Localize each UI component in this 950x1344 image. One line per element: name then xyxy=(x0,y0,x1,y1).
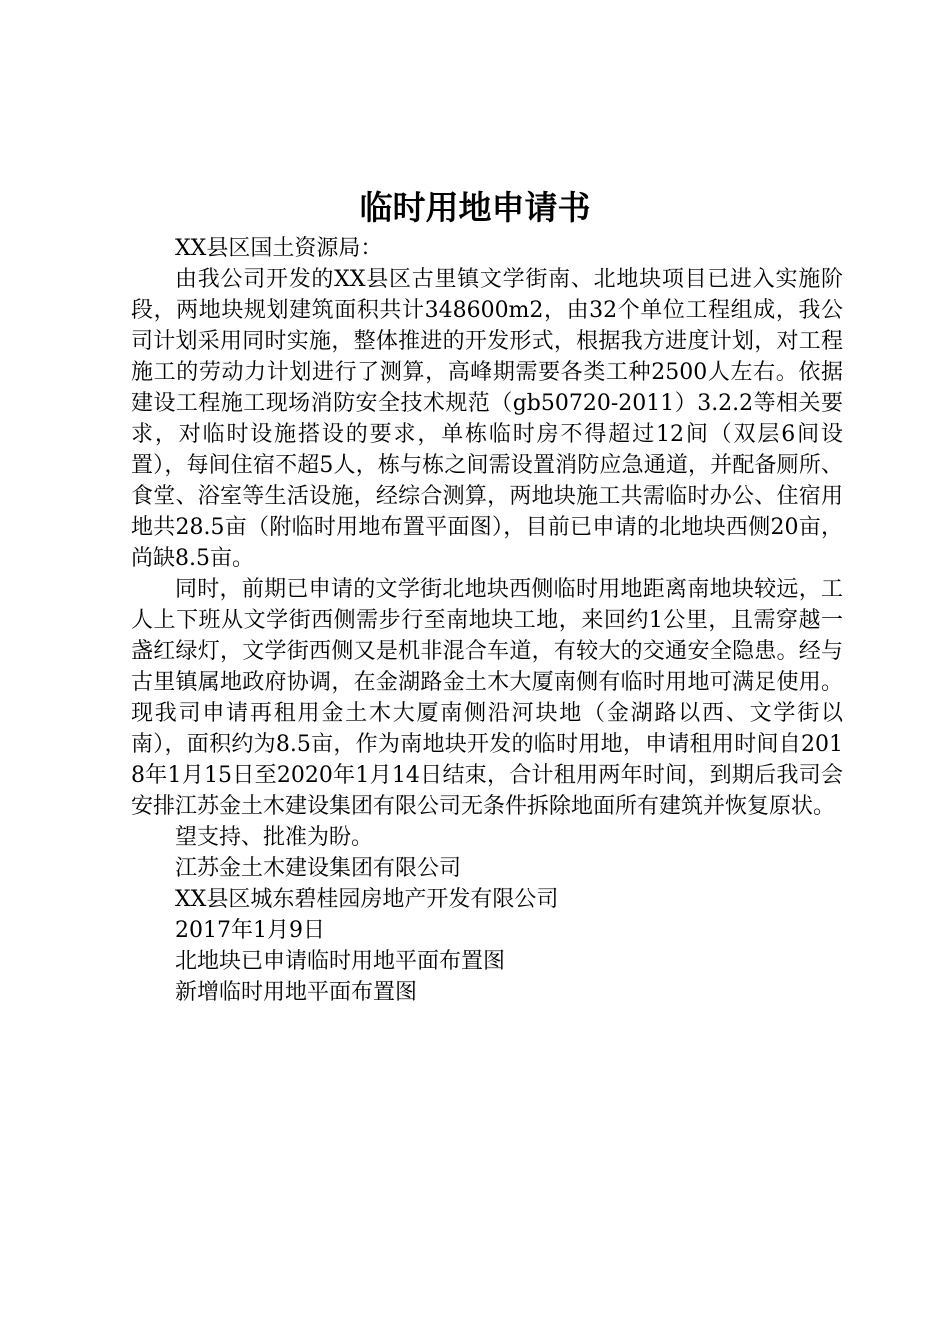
attachment-new-plot-plan: 新增临时用地平面布置图 xyxy=(175,980,418,1005)
salutation: XX县区国土资源局： xyxy=(175,236,383,261)
document-body xyxy=(131,233,843,1008)
document-title: 临时用地申请书 xyxy=(359,188,591,227)
signatory-company-2: XX县区城东碧桂园房地产开发有限公司 xyxy=(175,887,559,912)
attachment-north-plot-plan: 北地块已申请临时用地平面布置图 xyxy=(175,949,506,974)
document-date: 2017年1月9日 xyxy=(175,918,325,943)
closing-line: 望支持、批准为盼。 xyxy=(175,825,374,850)
signatory-company-1: 江苏金土木建设集团有限公司 xyxy=(175,856,462,881)
paragraph-1: 由我公司开发的XX县区古里镇文学街南、北地块项目已进入实施阶段，两地块规划建筑面积共计348600m2，由32个单位工程组成，我公司计划采用同时实施，整体推进的开发形式，根据我方进度计划，对工程施工的劳动力计划进行了测算，高峰期需要各类工种2500人左右。依据建设工程施工现场消防安全技术规范（gb50720-2011）3.2.2等相关要求，对临时设施搭设的要求，单栋临时房不得超过12间（双层6间设置），每间住宿不超5人，栋与栋之间需设置消防应急通道，并配备厕所、食堂、浴室等生活设施，经综合测算，两地块施工共需临时办公、住宿用地共28.5亩（附临时用地布置平面图），目前已申请的北地块西侧20亩，尚缺8.5亩。 xyxy=(131,267,843,571)
paragraph-2: 同时，前期已申请的文学街北地块西侧临时用地距离南地块较远，工人上下班从文学街西侧需步行至南地块工地，来回约1公里，且需穿越一盏红绿灯，文学街西侧又是机非混合车道，有较大的交通安全隐患。经与古里镇属地政府协调，在金湖路金土木大厦南侧有临时用地可满足使用。现我司申请再租用金土木大厦南侧沿河块地（金湖路以西、文学街以南），面积约为8.5亩，作为南地块开发的临时用地，申请租用时间自2018年1月15日至2020年1月14日结束，合计租用两年时间，到期后我司会安排江苏金土木建设集团有限公司无条件拆除地面所有建筑并恢复原状。 xyxy=(131,577,843,819)
